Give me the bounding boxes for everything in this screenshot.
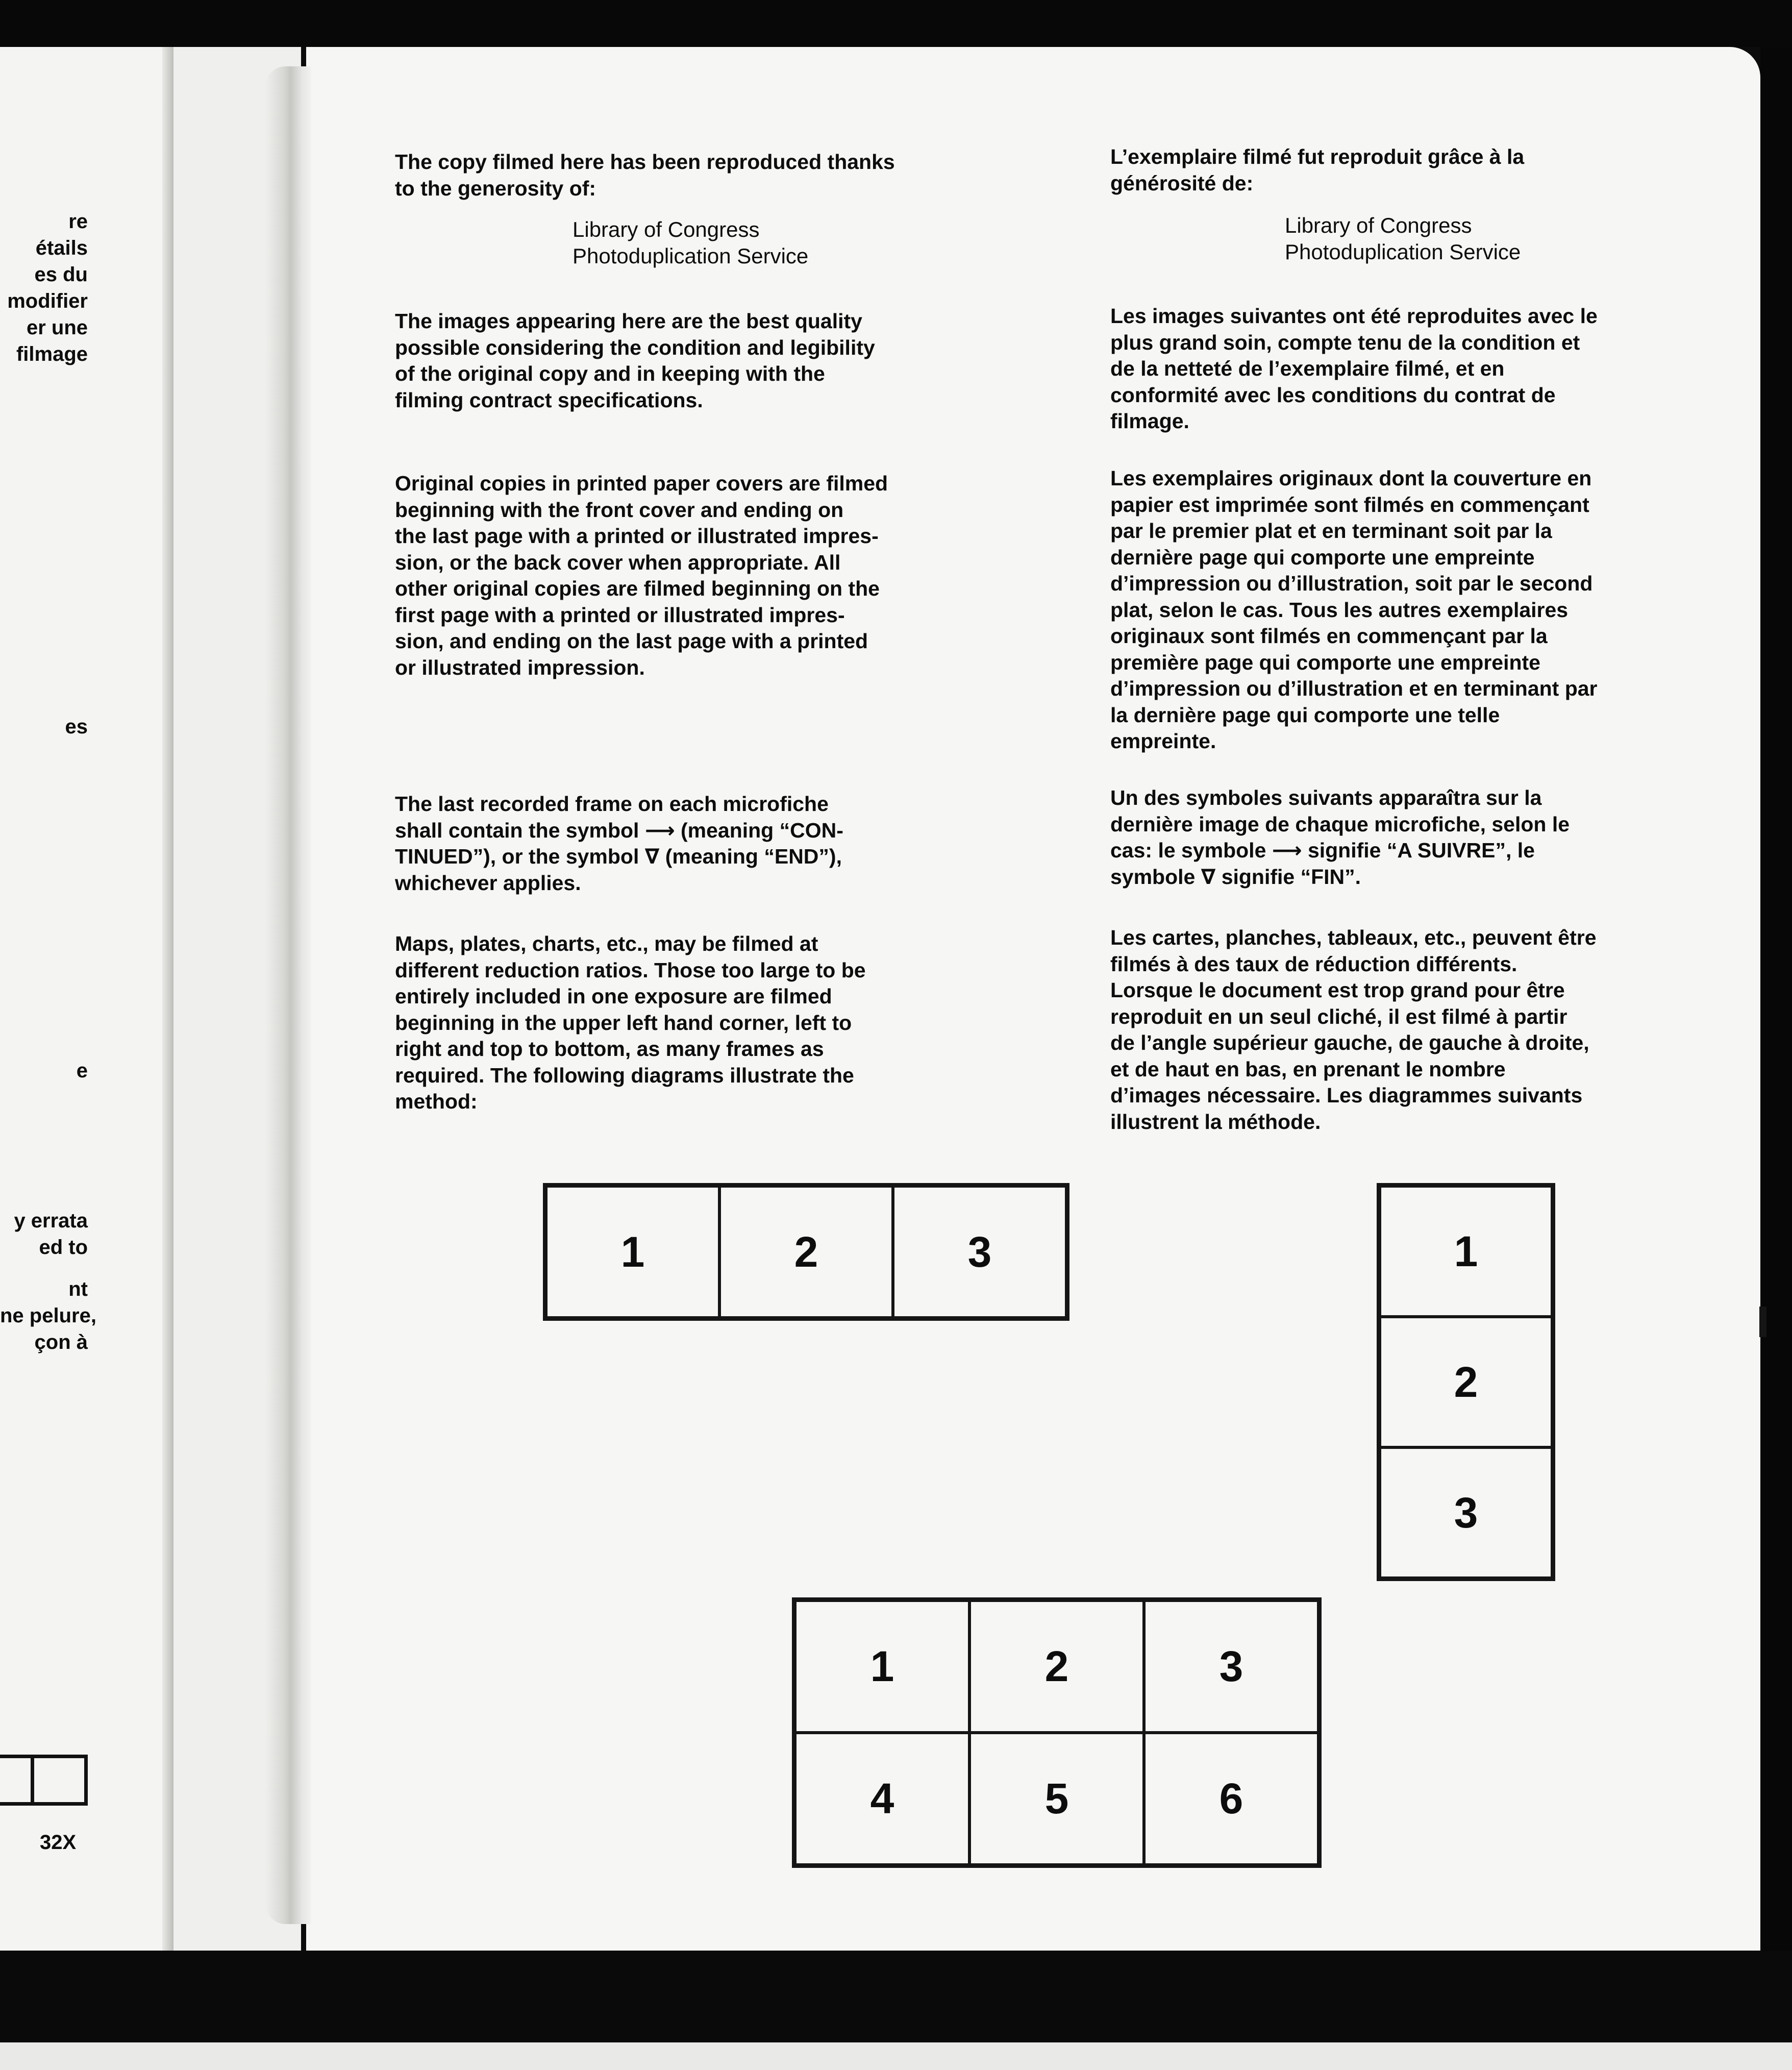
text-line: générosité de: xyxy=(1110,171,1254,195)
text-line: et de haut en bas, en prenant le nombre xyxy=(1110,1057,1506,1081)
text-line: filming contract specifications. xyxy=(395,388,703,412)
en-paragraph-quality xyxy=(395,308,1002,413)
frame-cell: 2 xyxy=(1380,1317,1552,1447)
en-library-credit xyxy=(573,216,808,269)
frame-cell: 2 xyxy=(969,1600,1144,1733)
fr-paragraph-generosite xyxy=(1110,144,1697,196)
text-line: Library of Congress xyxy=(573,217,760,241)
text-line: filmage. xyxy=(1110,409,1189,433)
text-line: The images appearing here are the best quality xyxy=(395,309,862,333)
text-line: originaux sont filmés en commençant par la xyxy=(1110,624,1548,648)
text-line: first page with a printed or illustrated impres- xyxy=(395,603,845,627)
left-scale-boxes xyxy=(0,1755,88,1806)
left-fragment: y errata xyxy=(14,1210,88,1232)
text-line: of the original copy and in keeping with the xyxy=(395,362,825,385)
text-line: la dernière page qui comporte une telle xyxy=(1110,703,1500,727)
en-paragraph-microfiche-symbol xyxy=(395,791,1002,896)
left-fragment: e xyxy=(76,1059,88,1082)
text-line: d’images nécessaire. Les diagrammes suivants xyxy=(1110,1083,1583,1107)
text-line: conformité avec les conditions du contrat de xyxy=(1110,383,1556,407)
text-line: par le premier plat et en terminant soit par la xyxy=(1110,519,1552,543)
film-frame-bottom xyxy=(0,1951,1792,2042)
text-line: reproduit en un seul cliché, il est filmé à partir xyxy=(1110,1004,1567,1028)
text-line: dernière image de chaque microfiche, selon le xyxy=(1110,812,1570,836)
text-line: illustrent la méthode. xyxy=(1110,1110,1321,1133)
text-line: de la netteté de l’exemplaire filmé, et en xyxy=(1110,357,1505,380)
left-fragment-block-4 xyxy=(0,1208,96,1356)
left-page-edge xyxy=(162,47,173,1951)
en-paragraph-generosity xyxy=(395,149,1002,202)
text-line: other original copies are filmed beginning on the xyxy=(395,577,880,600)
left-fragment: er une xyxy=(26,316,88,339)
left-fragment-block-1 xyxy=(0,208,88,367)
text-line: or illustrated impression. xyxy=(395,655,645,679)
frame-cell: 3 xyxy=(893,1186,1066,1318)
text-line: de l’angle supérieur gauche, de gauche à droite, xyxy=(1110,1031,1589,1054)
text-line: required. The following diagrams illustrate the xyxy=(395,1063,854,1087)
left-fragment: filmage xyxy=(16,343,88,365)
fr-paragraph-cartes xyxy=(1110,925,1697,1135)
text-line: Photoduplication Service xyxy=(1285,240,1521,264)
left-fragment: çon à xyxy=(34,1331,88,1353)
frame-cell: 3 xyxy=(1380,1447,1552,1578)
text-line: Les exemplaires originaux dont la couverture en xyxy=(1110,466,1592,490)
left-fragment: re xyxy=(68,210,88,233)
frame-cell: 5 xyxy=(969,1733,1144,1865)
en-paragraph-maps xyxy=(395,931,1002,1115)
frame-mark xyxy=(1759,1307,1766,1337)
text-line: different reduction ratios. Those too large to be xyxy=(395,958,866,982)
text-line: Photoduplication Service xyxy=(573,244,809,268)
diagram-horizontal-frames xyxy=(543,1183,1069,1321)
left-fragment: ed to xyxy=(39,1236,88,1259)
next-frame-edge xyxy=(0,2042,1792,2070)
frame-cell: 1 xyxy=(795,1600,969,1733)
text-line: empreinte. xyxy=(1110,729,1216,753)
frame-cell: 2 xyxy=(719,1186,893,1318)
text-line: sion, or the back cover when appropriate. All xyxy=(395,550,841,574)
en-paragraph-original-copies xyxy=(395,471,1002,681)
fr-library-credit xyxy=(1285,212,1521,265)
text-line: L’exemplaire filmé fut reproduit grâce à la xyxy=(1110,145,1525,168)
text-line: sion, and ending on the last page with a printed xyxy=(395,629,868,653)
frame-cell: 3 xyxy=(1144,1600,1318,1733)
text-line: plus grand soin, compte tenu de la condition et xyxy=(1110,330,1580,354)
frame-cell: 1 xyxy=(546,1186,719,1318)
page-curl-shadow xyxy=(265,66,311,1924)
film-frame-top xyxy=(0,0,1792,47)
text-line: right and top to bottom, as many frames as xyxy=(395,1037,824,1061)
scale-label: 32X xyxy=(40,1831,77,1854)
left-fragment: ne pelure, xyxy=(0,1304,96,1327)
left-fragment: es du xyxy=(34,263,88,286)
text-line: beginning with the front cover and ending on xyxy=(395,498,844,522)
text-line: entirely included in one exposure are filmed xyxy=(395,984,832,1008)
text-line: whichever applies. xyxy=(395,871,581,895)
text-line: filmés à des taux de réduction différents. xyxy=(1110,952,1517,976)
frame-cell: 6 xyxy=(1144,1733,1318,1865)
fr-paragraph-symboles xyxy=(1110,785,1697,890)
text-line: Les images suivantes ont été reproduites avec le xyxy=(1110,304,1598,328)
text-line: possible considering the condition and legibility xyxy=(395,335,875,359)
text-line: The copy filmed here has been reproduced thanks xyxy=(395,150,895,174)
left-fragment: nt xyxy=(68,1278,88,1300)
text-line: Original copies in printed paper covers are filmed xyxy=(395,472,888,495)
text-line: beginning in the upper left hand corner, left to xyxy=(395,1011,852,1034)
text-line: d’impression ou d’illustration, soit par le second xyxy=(1110,572,1593,595)
frame-cell: 4 xyxy=(795,1733,969,1865)
diagram-vertical-frames xyxy=(1377,1183,1555,1581)
text-line: to the generosity of: xyxy=(395,176,596,200)
film-frame-right xyxy=(1760,47,1792,1951)
left-fragment: étails xyxy=(35,237,88,259)
text-line: TINUED”), or the symbol ∇ (meaning “END”), xyxy=(395,845,842,868)
text-line: première page qui comporte une empreinte xyxy=(1110,650,1540,674)
text-line: papier est imprimée sont filmés en commençant xyxy=(1110,492,1589,516)
text-line: cas: le symbole ⟶ signifie “A SUIVRE”, le xyxy=(1110,839,1535,862)
fr-paragraph-exemplaires xyxy=(1110,465,1697,755)
text-line: Library of Congress xyxy=(1285,213,1472,237)
diagram-grid-frames xyxy=(792,1597,1322,1868)
left-fragment: modifier xyxy=(7,290,88,312)
left-fragment-block-2 xyxy=(0,713,88,740)
text-line: Un des symboles suivants apparaîtra sur la xyxy=(1110,786,1542,809)
text-line: shall contain the symbol ⟶ (meaning “CON- xyxy=(395,818,843,842)
text-line: The last recorded frame on each microfiche xyxy=(395,792,829,816)
frame-cell: 1 xyxy=(1380,1186,1552,1317)
text-line: Lorsque le document est trop grand pour être xyxy=(1110,978,1565,1002)
text-line: Les cartes, planches, tableaux, etc., peuvent être xyxy=(1110,926,1597,949)
left-fragment: es xyxy=(65,716,88,738)
text-line: the last page with a printed or illustrated impres- xyxy=(395,524,879,548)
text-line: d’impression ou d’illustration et en terminant par xyxy=(1110,677,1598,700)
text-line: dernière page qui comporte une empreinte xyxy=(1110,545,1535,569)
text-line: symbole ∇ signifie “FIN”. xyxy=(1110,865,1361,889)
text-line: method: xyxy=(395,1090,478,1113)
text-line: Maps, plates, charts, etc., may be filmed at xyxy=(395,932,818,955)
left-fragment-block-3 xyxy=(0,1057,88,1084)
fr-paragraph-images xyxy=(1110,303,1697,435)
text-line: plat, selon le cas. Tous les autres exemplaires xyxy=(1110,598,1569,622)
